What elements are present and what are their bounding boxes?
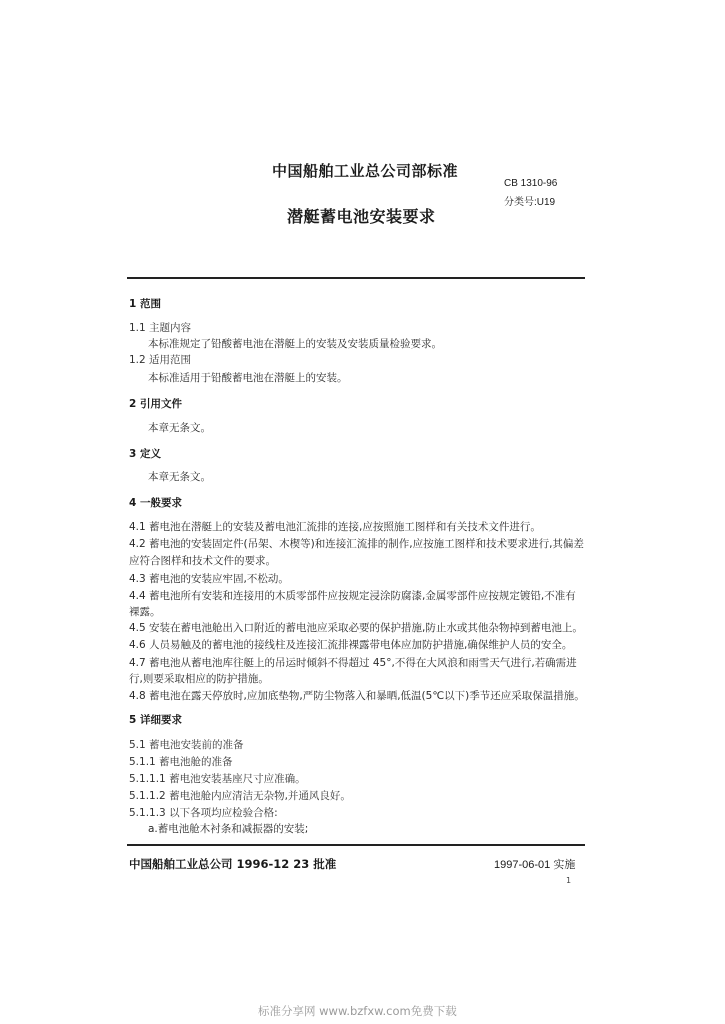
issuing-organization: 中国船舶工业总公司部标准: [272, 162, 459, 180]
clause-4-7-line-1: 4.7 蓄电池从蓄电池库往艇上的吊运时倾斜不得超过 45°,不得在大风浪和雨雪天气进行,若确需进: [129, 657, 577, 669]
page-number: 1: [566, 876, 572, 885]
clause-4-2-line-2: 应符合图样和技术文件的要求。: [129, 555, 276, 567]
section-1-2-text: 本标准适用于铅酸蓄电池在潜艇上的安装。: [148, 372, 348, 384]
section-5-heading: 5 详细要求: [129, 714, 182, 726]
section-2-heading: 2 引用文件: [129, 398, 182, 410]
clause-5-1-1-3: 5.1.1.3 以下各项均应检验合格:: [129, 807, 278, 819]
clause-4-4-line-1: 4.4 蓄电池所有安装和连接用的木质零部件应按规定浸涂防腐漆,金属零部件应按规定镀铅,不准有: [129, 590, 576, 602]
section-1-1-text: 本标准规定了铅酸蓄电池在潜艇上的安装及安装质量检验要求。: [148, 338, 442, 350]
section-5-1-heading: 5.1 蓄电池安装前的准备: [129, 739, 244, 751]
list-item-a: a.蓄电池舱木衬条和减振器的安装;: [148, 823, 309, 835]
clause-5-1-1-2: 5.1.1.2 蓄电池舱内应清洁无杂物,并通风良好。: [129, 790, 351, 802]
document-title: 潜艇蓄电池安装要求: [287, 207, 436, 226]
clause-5-1-1-1: 5.1.1.1 蓄电池安装基座尺寸应准确。: [129, 773, 306, 785]
section-1-1-heading: 1.1 主题内容: [129, 322, 192, 334]
clause-4-3: 4.3 蓄电池的安装应牢固,不松动。: [129, 573, 289, 585]
clause-4-7-line-2: 行,则要采取相应的防护措施。: [129, 673, 269, 685]
clause-4-4-line-2: 裸露。: [129, 606, 161, 618]
section-2-text: 本章无条文。: [148, 422, 211, 434]
header-divider: [127, 277, 585, 279]
clause-4-6: 4.6 人员易触及的蓄电池的接线柱及连接汇流排裸露带电体应加防护措施,确保维护人员的安全。: [129, 639, 573, 651]
section-5-1-1-heading: 5.1.1 蓄电池舱的准备: [129, 756, 233, 768]
footer-divider: [127, 844, 585, 846]
clause-4-8: 4.8 蓄电池在露天停放时,应加底垫物,严防尘物落入和暴晒,低温(5℃以下)季节还应采取保温措施。: [129, 690, 585, 702]
approval-date: 中国船舶工业总公司 1996-12 23 批准: [129, 857, 337, 871]
watermark: 标准分享网 www.bzfxw.com免费下载: [258, 1004, 457, 1018]
section-3-text: 本章无条文。: [148, 471, 211, 483]
section-3-heading: 3 定义: [129, 448, 161, 460]
clause-4-2-line-1: 4.2 蓄电池的安装固定件(吊架、木楔等)和连接汇流排的制作,应按施工图样和技术要求进行,其偏差: [129, 538, 584, 550]
section-1-heading: 1 范围: [129, 298, 161, 310]
clause-4-1: 4.1 蓄电池在潜艇上的安装及蓄电池汇流排的连接,应按照施工图样和有关技术文件进行。: [129, 521, 541, 533]
section-1-2-heading: 1.2 适用范围: [129, 354, 192, 366]
standard-code: CB 1310-96: [504, 178, 558, 189]
classification-number: 分类号:U19: [504, 197, 556, 208]
section-4-heading: 4 一般要求: [129, 497, 182, 509]
clause-4-5: 4.5 安装在蓄电池舱出入口附近的蓄电池应采取必要的保护措施,防止水或其他杂物掉到蓄电池上。: [129, 622, 583, 634]
implementation-date: 1997-06-01 实施: [494, 859, 576, 871]
